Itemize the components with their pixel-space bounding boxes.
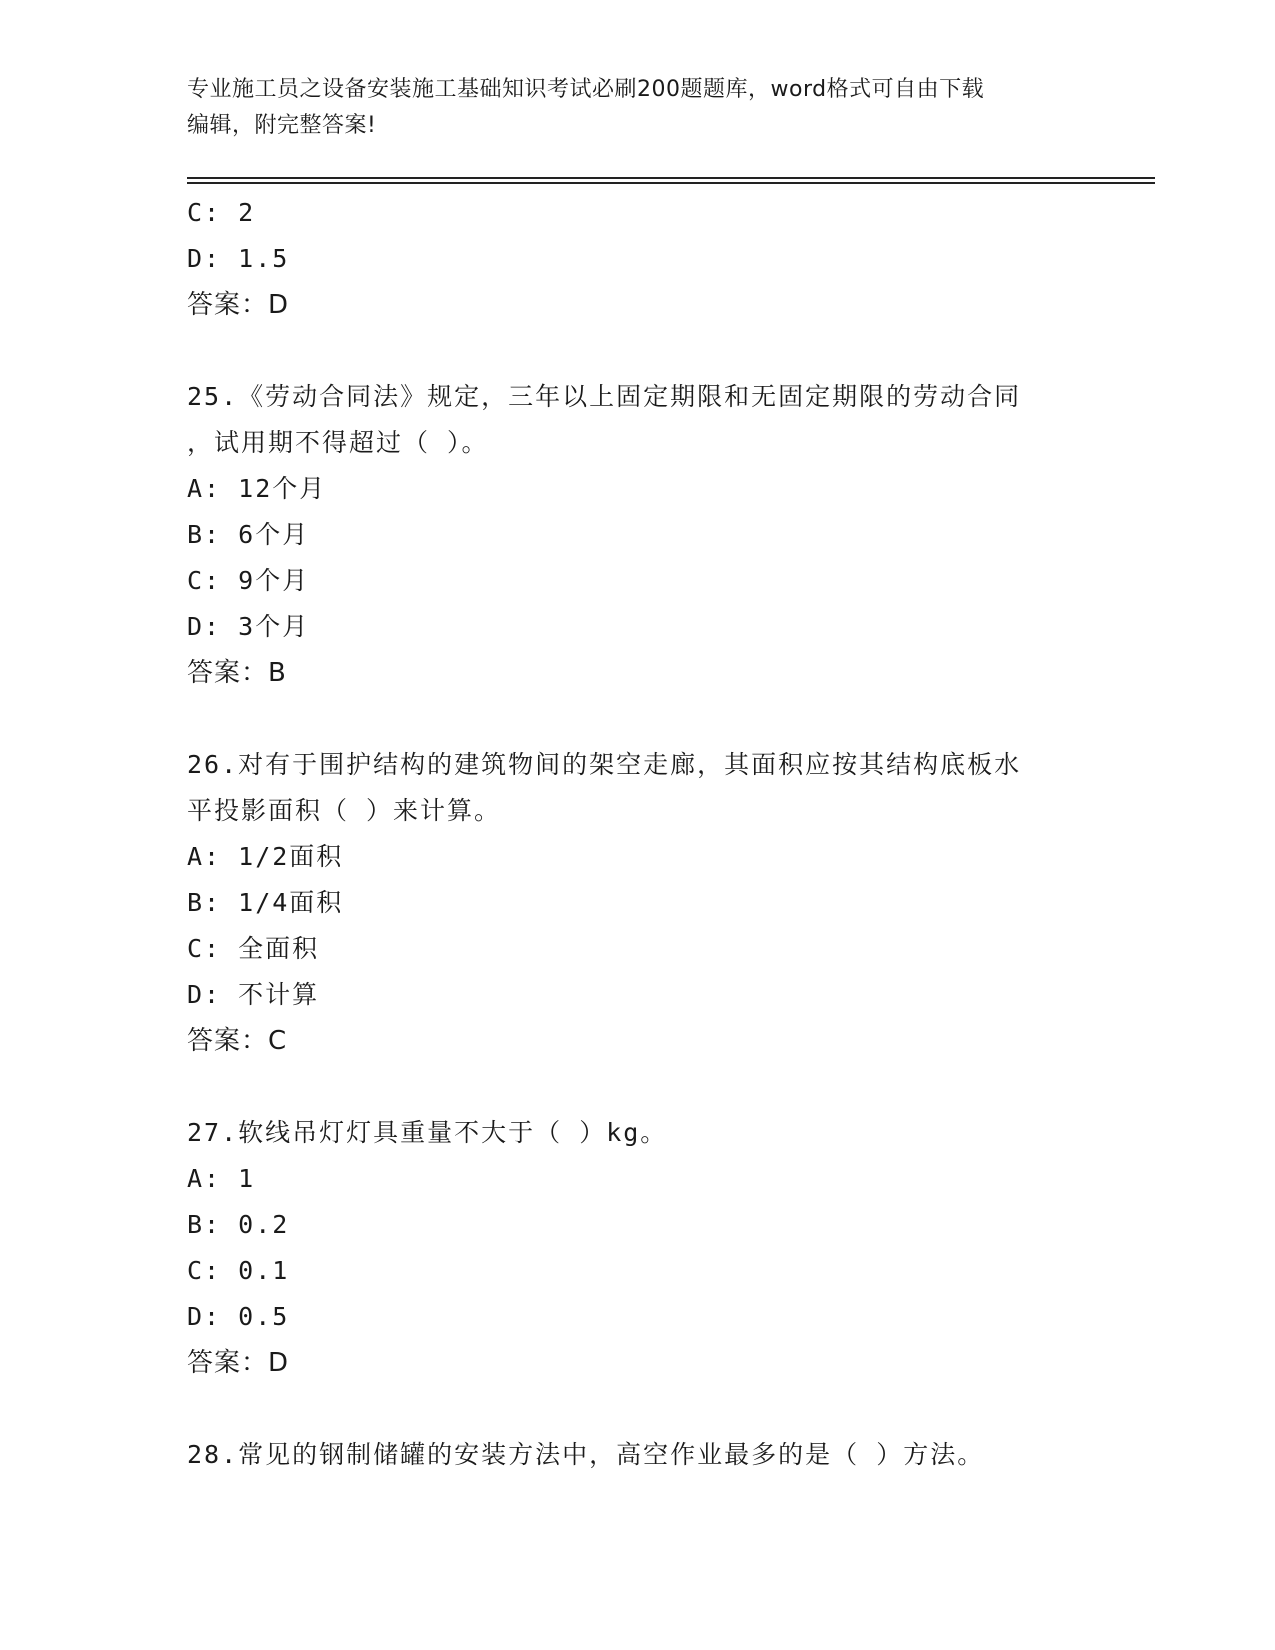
option-a: A: 1/2面积 (187, 842, 344, 871)
question-block-27 (187, 1110, 1087, 1386)
document-header (187, 72, 1087, 144)
option-c: C: 全面积 (187, 934, 320, 963)
option-c: C: 9个月 (187, 566, 310, 595)
question-block-28 (187, 1432, 1087, 1478)
header-title-line-2: 编辑，附完整答案! (187, 113, 377, 138)
question-text: 27.软线吊灯灯具重量不大于（ ）kg。 (187, 1118, 668, 1147)
header-divider-top (187, 177, 1155, 179)
option-b: B: 1/4面积 (187, 888, 344, 917)
spacer (187, 328, 1087, 374)
option-d: D: 不计算 (187, 980, 320, 1009)
option-d: D: 3个月 (187, 612, 310, 641)
answer-line: 答案：D (187, 290, 290, 320)
question-text: 25.《劳动合同法》规定，三年以上固定期限和无固定期限的劳动合同 (187, 382, 1022, 411)
option-c: C: 0.1 (187, 1256, 290, 1285)
question-block-26 (187, 742, 1087, 1064)
question-text: ，试用期不得超过（ ）。 (187, 428, 489, 457)
question-block-25 (187, 374, 1087, 696)
spacer (187, 1386, 1087, 1432)
question-list (187, 190, 1087, 1478)
answer-line: 答案：D (187, 1348, 290, 1378)
option-d: D: 0.5 (187, 1302, 290, 1331)
option-a: A: 12个月 (187, 474, 327, 503)
spacer (187, 696, 1087, 742)
spacer (187, 1064, 1087, 1110)
option-d: D: 1.5 (187, 244, 290, 273)
question-text: 平投影面积（ ）来计算。 (187, 796, 502, 825)
option-c: C: 2 (187, 198, 256, 227)
answer-line: 答案：C (187, 1026, 288, 1056)
option-b: B: 0.2 (187, 1210, 290, 1239)
question-text: 28.常见的钢制储罐的安装方法中，高空作业最多的是（ ）方法。 (187, 1440, 985, 1469)
question-block-24 (187, 190, 1087, 328)
header-title-line-1: 专业施工员之设备安装施工基础知识考试必刷200题题库，word格式可自由下载 (187, 77, 985, 102)
option-a: A: 1 (187, 1164, 256, 1193)
answer-line: 答案：B (187, 658, 287, 688)
header-divider-bottom (187, 182, 1155, 184)
question-text: 26.对有于围护结构的建筑物间的架空走廊，其面积应按其结构底板水 (187, 750, 1022, 779)
option-b: B: 6个月 (187, 520, 310, 549)
